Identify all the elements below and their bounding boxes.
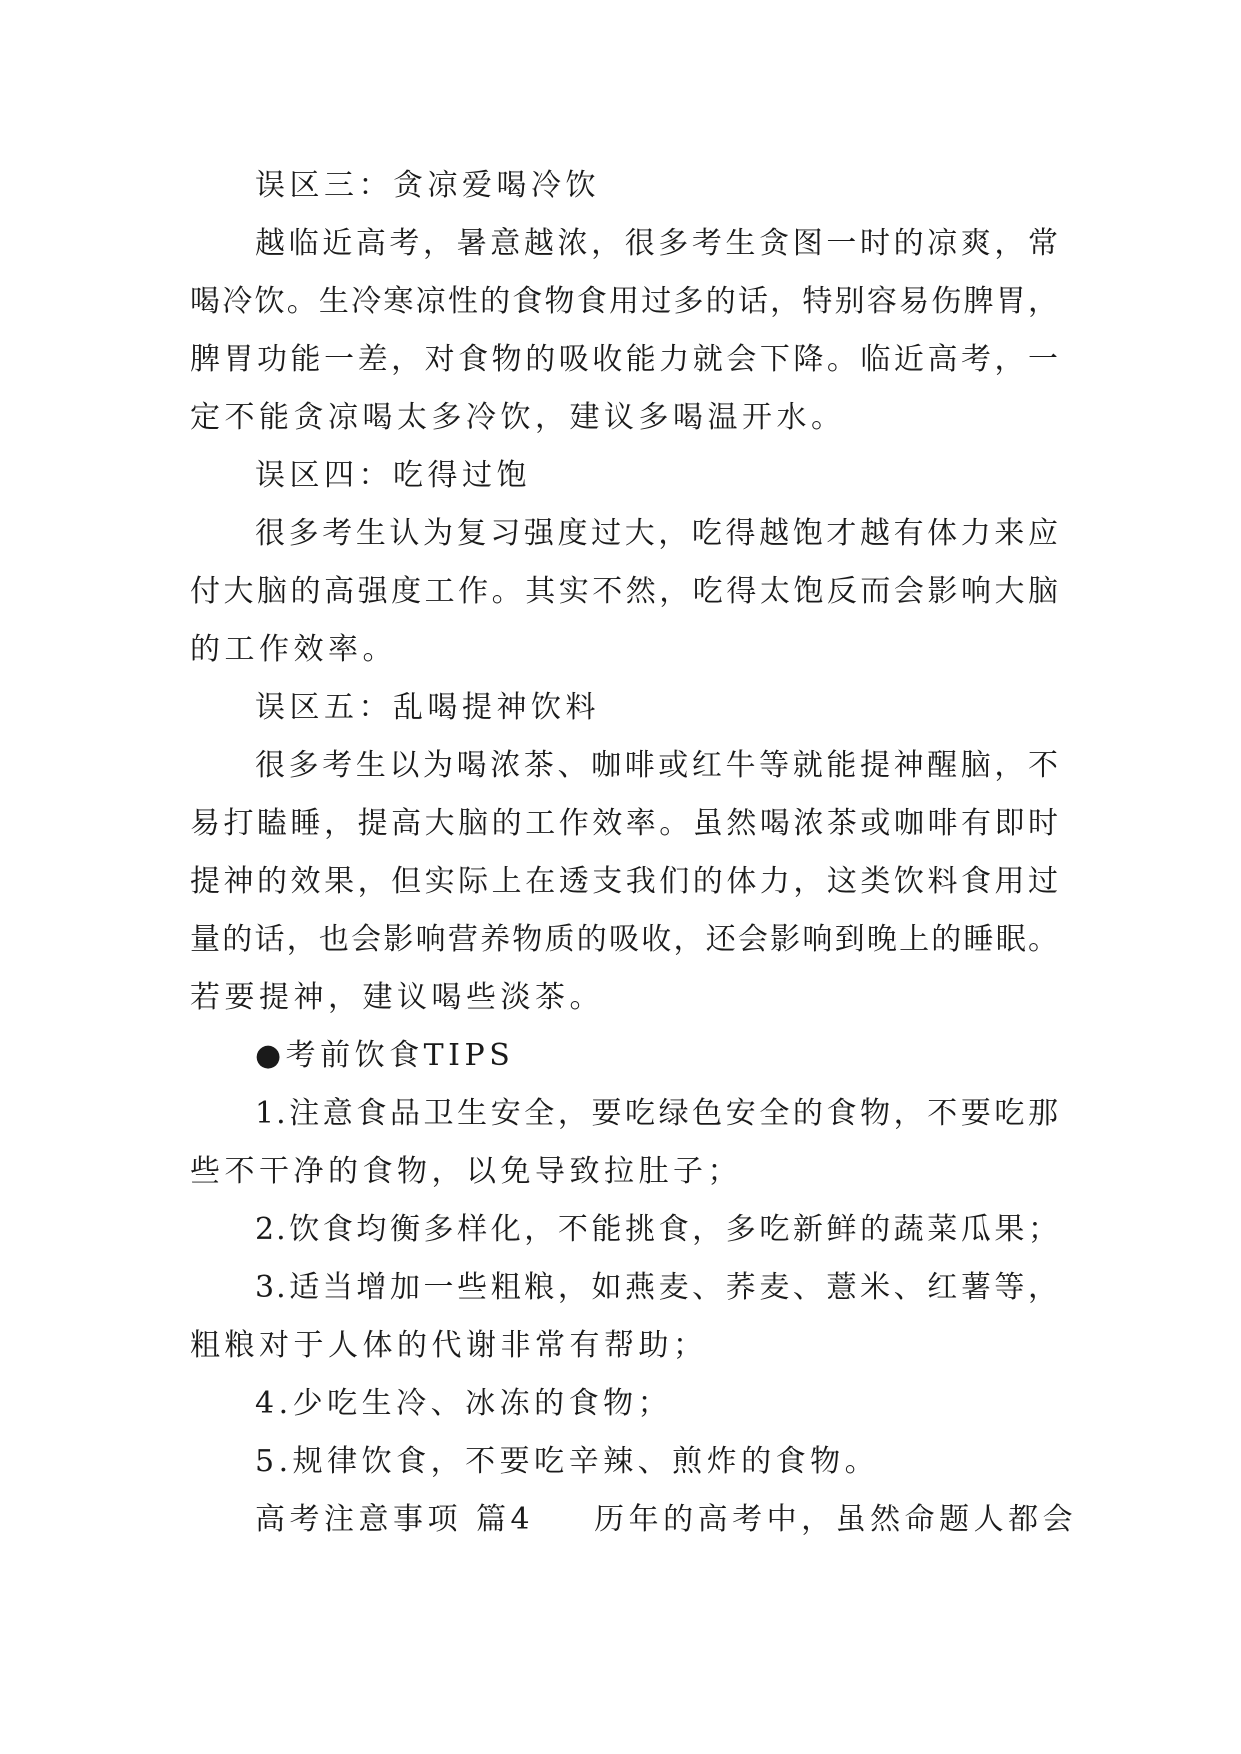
tip-item-1: 1.注意食品卫生安全，要吃绿色安全的食物，不要吃那 bbox=[255, 1096, 1060, 1131]
tip-item-1-continued: 些不干净的食物，以免导致拉肚子； bbox=[190, 1154, 742, 1189]
paragraph-line: 脾胃功能一差，对食物的吸收能力就会下降。临近高考，一 bbox=[190, 342, 1060, 377]
footer-line bbox=[190, 1491, 1078, 1549]
paragraph-line: 很多考生以为喝浓茶、咖啡或红牛等就能提神醒脑，不 bbox=[255, 748, 1060, 783]
paragraph-line: 很多考生认为复习强度过大，吃得越饱才越有体力来应 bbox=[255, 516, 1060, 551]
section-heading-4: 误区四：吃得过饱 bbox=[255, 458, 531, 493]
paragraph-line: 越临近高考，暑意越浓，很多考生贪图一时的凉爽，常 bbox=[255, 226, 1060, 261]
paragraph-line: 的工作效率。 bbox=[190, 632, 397, 667]
paragraph-line: 喝冷饮。生冷寒凉性的食物食用过多的话，特别容易伤脾胃， bbox=[190, 284, 1060, 319]
paragraph-line: 定不能贪凉喝太多冷饮，建议多喝温开水。 bbox=[190, 400, 846, 435]
paragraph-line: 易打瞌睡，提高大脑的工作效率。虽然喝浓茶或咖啡有即时 bbox=[190, 806, 1060, 841]
section-heading-5: 误区五：乱喝提神饮料 bbox=[255, 690, 600, 725]
paragraph-line: 若要提神，建议喝些淡茶。 bbox=[190, 980, 604, 1015]
tip-item-3-continued: 粗粮对于人体的代谢非常有帮助； bbox=[190, 1328, 708, 1363]
section-label: 高考注意事项 篇4 bbox=[255, 1502, 535, 1537]
tip-item-3: 3.适当增加一些粗粮，如燕麦、荞麦、薏米、红薯等， bbox=[255, 1270, 1060, 1305]
section-heading-3: 误区三：贪凉爱喝冷饮 bbox=[255, 168, 600, 203]
document-page bbox=[190, 157, 1078, 1549]
tip-item-4: 4.少吃生冷、冰冻的食物； bbox=[255, 1386, 673, 1421]
tip-item-2: 2.饮食均衡多样化，不能挑食，多吃新鲜的蔬菜瓜果； bbox=[255, 1212, 1060, 1247]
paragraph-line: 提神的效果，但实际上在透支我们的体力，这类饮料食用过 bbox=[190, 864, 1060, 899]
tip-item-5: 5.规律饮食，不要吃辛辣、煎炸的食物。 bbox=[255, 1444, 880, 1479]
paragraph-line: 付大脑的高强度工作。其实不然，吃得太饱反而会影响大脑 bbox=[190, 574, 1060, 609]
paragraph-line: 量的话，也会影响营养物质的吸收，还会影响到晚上的睡眠。 bbox=[190, 922, 1060, 957]
section-intro-text: 历年的高考中，虽然命题人都会 bbox=[594, 1502, 1078, 1537]
tips-heading: ●考前饮食TIPS bbox=[255, 1038, 515, 1073]
